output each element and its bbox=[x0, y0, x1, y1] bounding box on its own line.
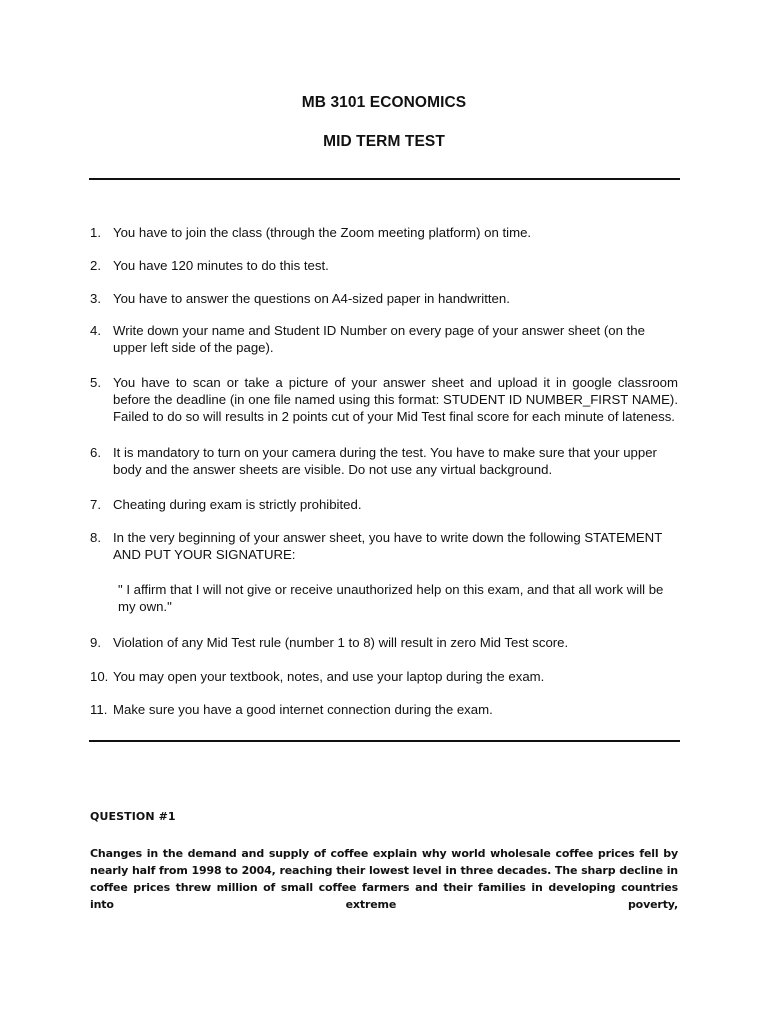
rule-item-4 bbox=[90, 322, 678, 356]
rule-item-9 bbox=[90, 634, 678, 651]
rule-item-7 bbox=[90, 496, 678, 513]
rule-item-2 bbox=[90, 257, 678, 274]
rule-number: 7. bbox=[90, 497, 101, 512]
rule-text: You have to answer the questions on A4-sized paper in handwritten. bbox=[113, 291, 510, 306]
course-title: MB 3101 ECONOMICS bbox=[301, 94, 467, 111]
rule-number: 3. bbox=[90, 291, 101, 306]
rule-text: It is mandatory to turn on your camera during the test. You have to make sure that your upper body and the answer sheets are visible. Do not use any virtual background. bbox=[113, 445, 657, 477]
rule-number: 2. bbox=[90, 258, 101, 273]
question-heading: QUESTION #1 bbox=[90, 810, 176, 823]
rule-text: In the very beginning of your answer sheet, you have to write down the following STATEMENT AND PUT YOUR SIGNATURE: bbox=[113, 530, 663, 562]
top-divider bbox=[89, 178, 680, 180]
rule-number: 5. bbox=[90, 375, 101, 390]
affirmation-statement: " I affirm that I will not give or receive unauthorized help on this exam, and that all work will be my own." bbox=[118, 582, 664, 614]
rule-text: You have to join the class (through the Zoom meeting platform) on time. bbox=[113, 225, 532, 240]
rule-text: Make sure you have a good internet connection during the exam. bbox=[113, 702, 493, 717]
rule-item-1 bbox=[90, 224, 678, 241]
rule-item-3 bbox=[90, 290, 678, 307]
rule-text: Cheating during exam is strictly prohibited. bbox=[113, 497, 362, 512]
question-body: Changes in the demand and supply of coffee explain why world wholesale coffee prices fell by nearly half from 1998 to 2004, reaching their lowest level in three decades. The sharp decline in coffee prices threw million of small coffee farmers and their families in developing countries into extreme poverty, bbox=[90, 847, 678, 911]
rule-item-10 bbox=[90, 668, 678, 685]
rule-item-11 bbox=[90, 701, 678, 718]
rule-item-6 bbox=[90, 444, 678, 478]
rule-number: 11. bbox=[90, 702, 108, 717]
rule-text: You have 120 minutes to do this test. bbox=[113, 258, 329, 273]
rule-number: 1. bbox=[90, 225, 101, 240]
bottom-divider bbox=[89, 740, 680, 742]
rule-number: 4. bbox=[90, 323, 101, 338]
rule-text: You have to scan or take a picture of your answer sheet and upload it in google classroom before the deadline (in one file named using this format: STUDENT ID NUMBER_FIRST NAME). Failed to do so will results in 2 points cut of your Mid Test final score for each minute of lateness. bbox=[113, 375, 678, 424]
rule-number: 10. bbox=[90, 669, 109, 684]
rule-item-5 bbox=[90, 374, 678, 425]
rule-number: 8. bbox=[90, 530, 101, 545]
rule-item-8 bbox=[90, 529, 678, 563]
rule-number: 9. bbox=[90, 635, 101, 650]
rule-number: 6. bbox=[90, 445, 101, 460]
test-title: MID TERM TEST bbox=[323, 133, 445, 150]
rule-text: You may open your textbook, notes, and use your laptop during the exam. bbox=[113, 669, 545, 684]
rule-text: Violation of any Mid Test rule (number 1 to 8) will result in zero Mid Test score. bbox=[113, 635, 569, 650]
rule-text: Write down your name and Student ID Number on every page of your answer sheet (on the upper left side of the page). bbox=[113, 323, 645, 355]
